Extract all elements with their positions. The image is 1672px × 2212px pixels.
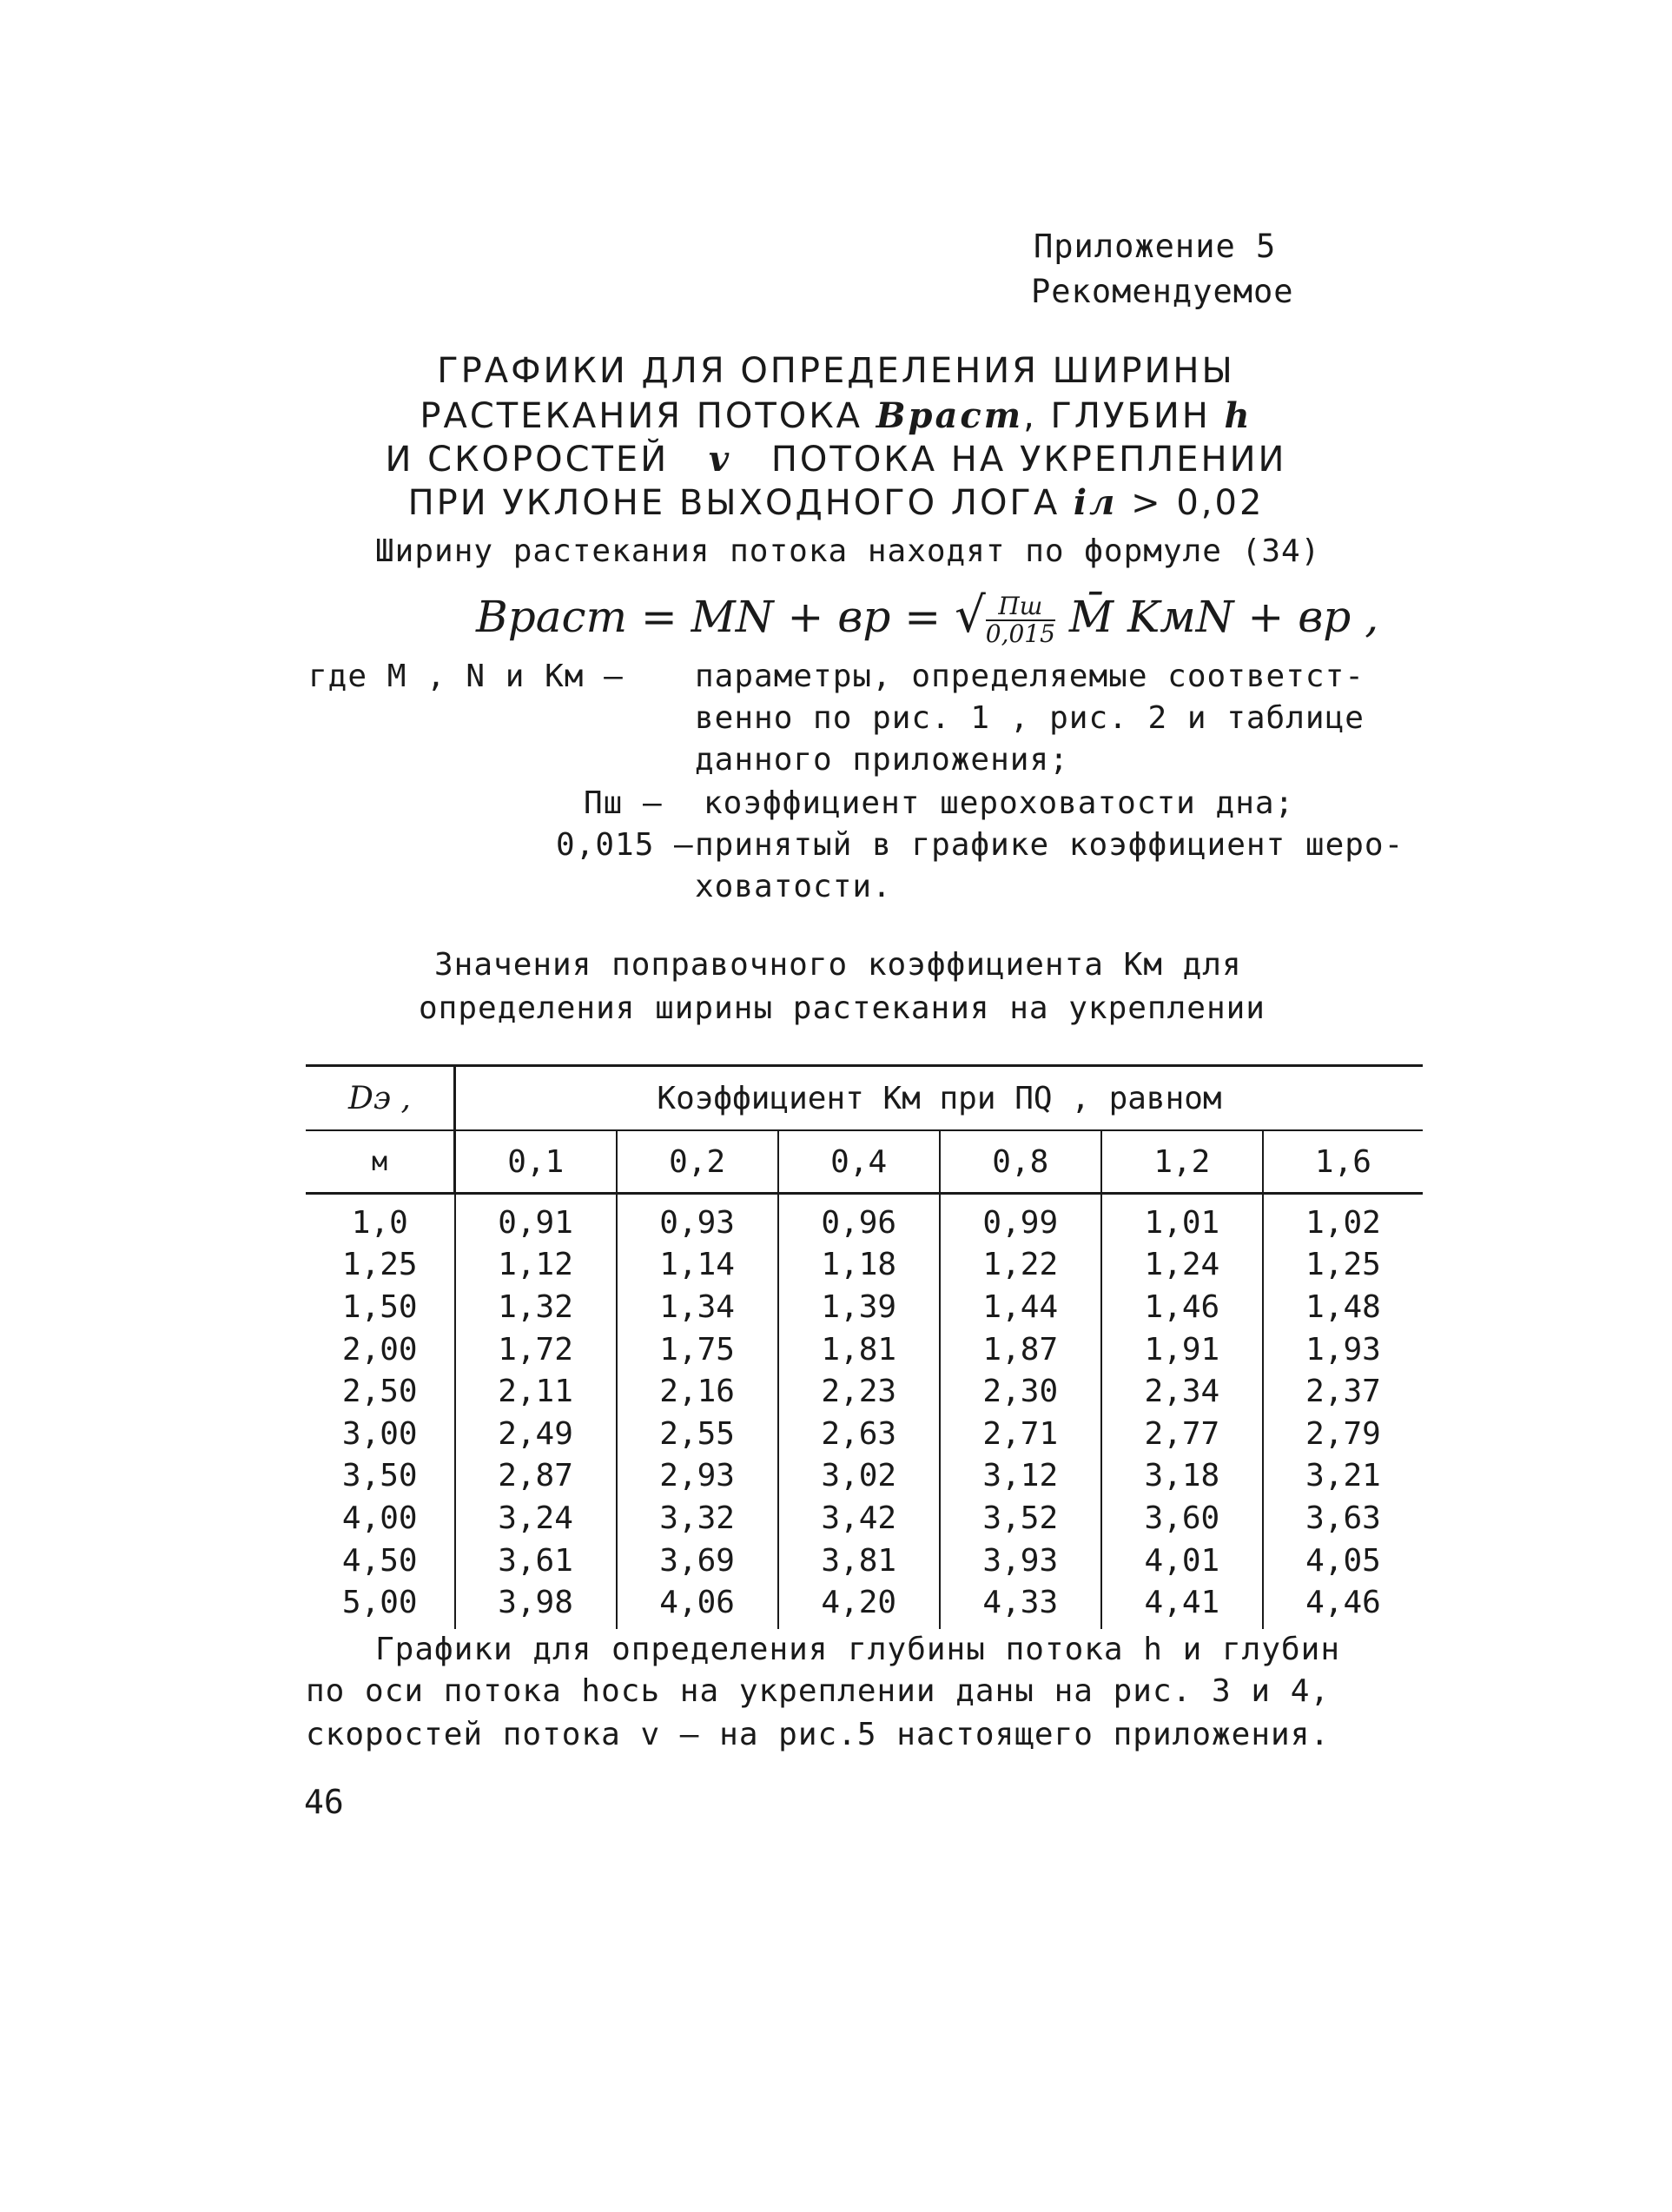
- km-value-cell: 2,77: [1101, 1413, 1263, 1455]
- km-value-cell: 1,46: [1101, 1286, 1263, 1328]
- definition-term-1: где M , N и Kм –: [308, 659, 624, 694]
- table-row: [306, 1286, 1423, 1328]
- km-value-cell: 1,12: [455, 1244, 617, 1287]
- km-value-cell: 3,18: [1101, 1455, 1263, 1498]
- km-value-cell: 1,93: [1305, 1331, 1381, 1368]
- km-value-cell: 1,81: [778, 1328, 940, 1371]
- km-value-cell: 3,32: [617, 1497, 778, 1540]
- recommended-label: Рекомендуемое: [1031, 273, 1294, 310]
- km-value-cell: 2,55: [617, 1413, 778, 1455]
- km-value-cell: 0,93: [617, 1194, 778, 1244]
- definition-term-5: 0,015 –: [556, 827, 694, 863]
- km-table: [306, 1064, 1423, 1629]
- km-value-cell: 2,87: [455, 1455, 617, 1498]
- table-row: [306, 1413, 1423, 1455]
- table-row: [306, 1370, 1423, 1413]
- definition-text-1: параметры, определяемые соответст-: [695, 659, 1365, 694]
- km-value-cell: 0,99: [940, 1194, 1101, 1244]
- km-value-cell: 4,33: [940, 1581, 1101, 1629]
- km-value-cell: 1,14: [617, 1244, 778, 1287]
- km-value-cell: 4,41: [1101, 1581, 1263, 1629]
- footer-line-1: Графики для определения глубины потока h и глубин: [375, 1632, 1341, 1667]
- km-value-cell: 1,39: [778, 1286, 940, 1328]
- km-value-cell: 1,25: [1305, 1247, 1381, 1283]
- km-value-cell: 2,71: [940, 1413, 1101, 1455]
- table-row: [306, 1244, 1423, 1287]
- km-value-cell: 1,44: [940, 1286, 1101, 1328]
- formula: Враст = MN + вр = √ $\frac{Пш}{0,015}$ M̄ KмN + вр ,: [476, 587, 1379, 648]
- km-value-cell: 4,20: [778, 1581, 940, 1629]
- row-d-value: 1,50: [306, 1286, 455, 1328]
- row-d-value: 3,50: [306, 1455, 455, 1498]
- col-d-header: Dэ ,: [306, 1066, 455, 1131]
- table-row: [306, 1540, 1423, 1582]
- km-value-cell: 2,49: [455, 1413, 617, 1455]
- km-value-cell: 3,24: [455, 1497, 617, 1540]
- table-row: [306, 1455, 1423, 1498]
- km-value-cell: 2,16: [617, 1370, 778, 1413]
- km-value-cell: 4,05: [1305, 1542, 1381, 1579]
- km-value-cell: 3,81: [778, 1540, 940, 1582]
- km-value-cell: 3,93: [940, 1540, 1101, 1582]
- km-value-cell: 0,96: [778, 1194, 940, 1244]
- km-value-cell: 2,23: [778, 1370, 940, 1413]
- km-value-cell: 2,93: [617, 1455, 778, 1498]
- subheader-cell: 1,6: [1263, 1130, 1423, 1194]
- km-value-cell: 3,60: [1101, 1497, 1263, 1540]
- km-value-cell: 3,98: [455, 1581, 617, 1629]
- km-value-cell: 3,02: [778, 1455, 940, 1498]
- km-value-cell: 3,21: [1305, 1458, 1381, 1494]
- km-value-cell: 3,52: [940, 1497, 1101, 1540]
- km-value-cell: 1,72: [455, 1328, 617, 1371]
- table-header-row-1: [306, 1066, 1423, 1131]
- title-line-4: ПРИ УКЛОНЕ ВЫХОДНОГО ЛОГА iл > 0,02: [407, 482, 1265, 523]
- km-value-cell: 1,02: [1305, 1204, 1381, 1241]
- definition-text-2: венно по рис. 1 , рис. 2 и таблице: [695, 700, 1365, 736]
- title-line-1: ГРАФИКИ ДЛЯ ОПРЕДЕЛЕНИЯ ШИРИНЫ: [437, 351, 1235, 391]
- definition-text-5: принятый в графике коэффициент шеро-: [695, 827, 1404, 863]
- km-value-cell: 3,12: [940, 1455, 1101, 1498]
- intro-text: Ширину растекания потока находят по формуле (34): [375, 533, 1321, 569]
- km-value-cell: 2,63: [778, 1413, 940, 1455]
- km-value-cell: 3,69: [617, 1540, 778, 1582]
- km-value-cell: 2,79: [1305, 1415, 1381, 1452]
- km-value-cell: 3,63: [1305, 1500, 1381, 1536]
- km-value-cell: 1,34: [617, 1286, 778, 1328]
- subheader-cell: 0,4: [778, 1130, 940, 1194]
- definition-text-3: данного приложения;: [695, 742, 1069, 778]
- subheader-cell: 0,2: [617, 1130, 778, 1194]
- subheader-cell: 0,8: [940, 1130, 1101, 1194]
- row-d-value: 2,50: [306, 1370, 455, 1413]
- row-d-value: 4,50: [306, 1540, 455, 1582]
- title-line-3: И СКОРОСТЕЙ v ПОТОКА НА УКРЕПЛЕНИИ: [385, 439, 1287, 480]
- table-row: [306, 1497, 1423, 1540]
- appendix-label: Приложение 5: [1034, 228, 1277, 265]
- km-value-cell: 4,46: [1305, 1585, 1381, 1621]
- row-d-value: 4,00: [306, 1497, 455, 1540]
- km-value-cell: 2,11: [455, 1370, 617, 1413]
- km-value-cell: 3,42: [778, 1497, 940, 1540]
- km-value-cell: 0,91: [455, 1194, 617, 1244]
- km-value-cell: 2,37: [1305, 1374, 1381, 1410]
- km-value-cell: 1,18: [778, 1244, 940, 1287]
- km-value-cell: 4,06: [617, 1581, 778, 1629]
- km-value-cell: 1,87: [940, 1328, 1101, 1371]
- page-number: 46: [304, 1783, 344, 1821]
- formula-fraction: $\frac{Пш}{0,015}$: [985, 592, 1055, 648]
- footer-line-3: скоростей потока v – на рис.5 настоящего приложения.: [306, 1717, 1331, 1752]
- table-header-row-2: [306, 1130, 1423, 1194]
- km-value-cell: 1,22: [940, 1244, 1101, 1287]
- km-value-cell: 1,01: [1101, 1194, 1263, 1244]
- row-d-value: 1,0: [306, 1194, 455, 1244]
- group-header: Коэффициент Kм при ПQ , равном: [455, 1066, 1424, 1131]
- title-line-2: РАСТЕКАНИЯ ПОТОКА Враст, ГЛУБИН h: [420, 395, 1252, 436]
- row-d-value: 1,25: [306, 1244, 455, 1287]
- table-caption-line-1: Значения поправочного коэффициента Kм для: [434, 947, 1242, 983]
- table-row: [306, 1328, 1423, 1371]
- km-value-cell: 1,91: [1101, 1328, 1263, 1371]
- km-value-cell: 2,30: [940, 1370, 1101, 1413]
- footer-line-2: по оси потока hось на укреплении даны на рис. 3 и 4,: [306, 1673, 1331, 1709]
- km-value-cell: 1,75: [617, 1328, 778, 1371]
- row-d-value: 5,00: [306, 1581, 455, 1629]
- definition-text-4: коэффициент шероховатости дна;: [704, 785, 1295, 821]
- km-value-cell: 1,48: [1305, 1288, 1381, 1325]
- subheader-cell: 1,2: [1101, 1130, 1263, 1194]
- col-d-unit: м: [306, 1130, 455, 1194]
- km-value-cell: 1,32: [455, 1286, 617, 1328]
- definition-text-6: ховатости.: [695, 869, 892, 904]
- definition-term-4: Пш –: [584, 785, 663, 821]
- row-d-value: 2,00: [306, 1328, 455, 1371]
- table-row: [306, 1581, 1423, 1629]
- table-row: [306, 1194, 1423, 1244]
- km-value-cell: 3,61: [455, 1540, 617, 1582]
- row-d-value: 3,00: [306, 1413, 455, 1455]
- km-value-cell: 4,01: [1101, 1540, 1263, 1582]
- table-body: [306, 1194, 1423, 1629]
- km-value-cell: 1,24: [1101, 1244, 1263, 1287]
- subheader-cell: 0,1: [455, 1130, 617, 1194]
- table-caption-line-2: определения ширины растекания на укреплении: [419, 990, 1266, 1026]
- km-value-cell: 2,34: [1101, 1370, 1263, 1413]
